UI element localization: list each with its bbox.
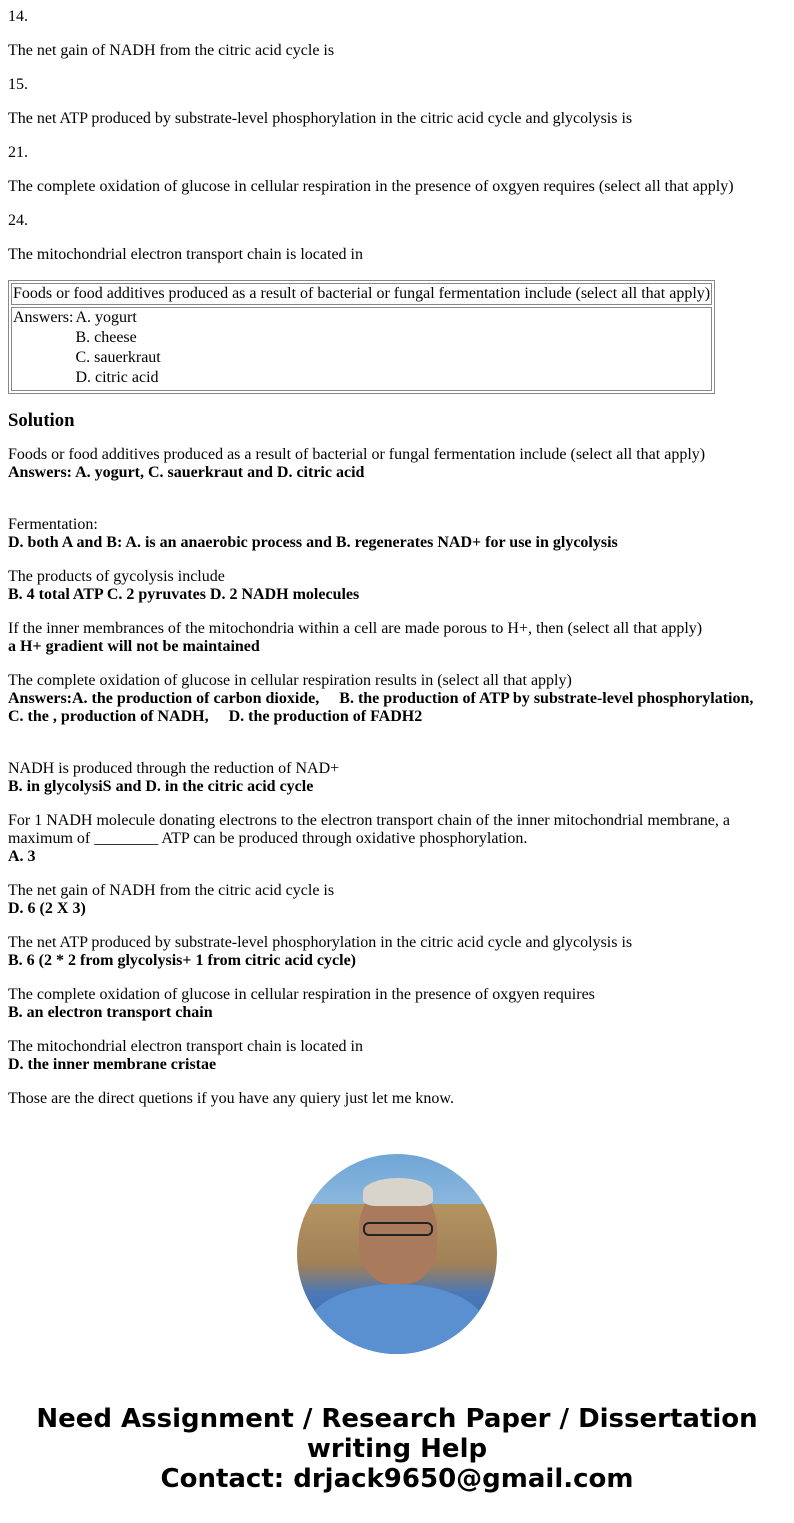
solution-item [8,1038,786,1074]
answers-table [13,309,163,389]
solution-answer: Answers: A. yogurt, C. sauerkraut and D. citric acid [8,464,365,481]
solution-item [8,446,786,482]
solution-answer: B. an electron transport chain [8,1004,213,1021]
solution-question: Fermentation: [8,516,98,533]
option: C. sauerkraut [75,349,161,366]
solution-question: The net gain of NADH from the citric acid cycle is [8,882,335,899]
solution-question: Foods or food additives produced as a result of bacterial or fungal fermentation include (select all that apply) [8,446,706,463]
solution-answer: A. 3 [8,848,36,865]
option: D. citric acid [75,369,159,386]
questions [8,8,786,264]
solution-question: The mitochondrial electron transport chain is located in [8,1038,363,1055]
question-number: 21. [8,144,28,161]
solution-answer: B. 4 total ATP C. 2 pyruvates D. 2 NADH molecules [8,586,360,603]
solution-item [8,672,786,726]
question-table [8,280,715,394]
question-number: 15. [8,76,28,93]
solution-answer: D. the inner membrane cristae [8,1056,217,1073]
footer-contact: Contact: drjack9650@gmail.com [160,1464,634,1494]
question-text: The net ATP produced by substrate-level phosphorylation in the citric acid cycle and glycolysis is [8,110,633,127]
solution-answer: D. both A and B: A. is an anaerobic process and B. regenerates NAD+ for use in glycolysis [8,534,618,551]
solution-item [8,516,786,552]
solution-question: The products of gycolysis include [8,568,225,585]
solution-answer: D. 6 (2 X 3) [8,900,86,917]
question-text: The complete oxidation of glucose in cellular respiration in the presence of oxgyen requires (select all that apply) [8,178,734,195]
solution-item [8,812,786,866]
solution-answer: B. 6 (2 * 2 from glycolysis+ 1 from citric acid cycle) [8,952,356,969]
solution-question: The net ATP produced by substrate-level phosphorylation in the citric acid cycle and glycolysis is [8,934,633,951]
footer-help-text: Need Assignment / Research Paper / Dissertation writing Help [36,1404,758,1464]
question-number: 24. [8,212,28,229]
solution-question: The complete oxidation of glucose in cellular respiration results in (select all that apply) [8,672,572,689]
question-text: The mitochondrial electron transport chain is located in [8,246,363,263]
option: A. yogurt [75,309,137,326]
closing-text: Those are the direct quetions if you have any quiery just let me know. [8,1090,454,1107]
option: B. cheese [75,329,137,346]
solution-answer: B. in glycolysiS and D. in the citric acid cycle [8,778,314,795]
solution-item [8,620,786,656]
answers-label: Answers: [13,309,74,326]
solution-item [8,934,786,970]
solution-heading: Solution [8,410,75,431]
table-question: Foods or food additives produced as a result of bacterial or fungal fermentation include (select all that apply) [11,283,712,305]
author-avatar [297,1154,497,1354]
solution-answer: Answers:A. the production of carbon dioxide, B. the production of ATP by substrate-level phosphorylation, C. the , production of NADH, D. the production of FADH2 [8,690,774,725]
solution-question: NADH is produced through the reduction of NAD+ [8,760,340,777]
question-number: 14. [8,8,28,25]
solution-question: For 1 NADH molecule donating electrons to the electron transport chain of the inner mitochondrial membrane, a maximum of ________ ATP can be produced through oxidative phosphorylation. [8,812,730,847]
solution-item [8,882,786,918]
solution-body [8,446,786,1074]
footer-banner [8,1404,786,1494]
solution-answer: a H+ gradient will not be maintained [8,638,260,655]
solution-item [8,568,786,604]
solution-item [8,760,786,796]
question-text: The net gain of NADH from the citric acid cycle is [8,42,335,59]
solution-question: If the inner membrances of the mitochondria within a cell are made porous to H+, then (select all that apply) [8,620,703,637]
solution-item [8,986,786,1022]
solution-question: The complete oxidation of glucose in cellular respiration in the presence of oxgyen requires [8,986,595,1003]
